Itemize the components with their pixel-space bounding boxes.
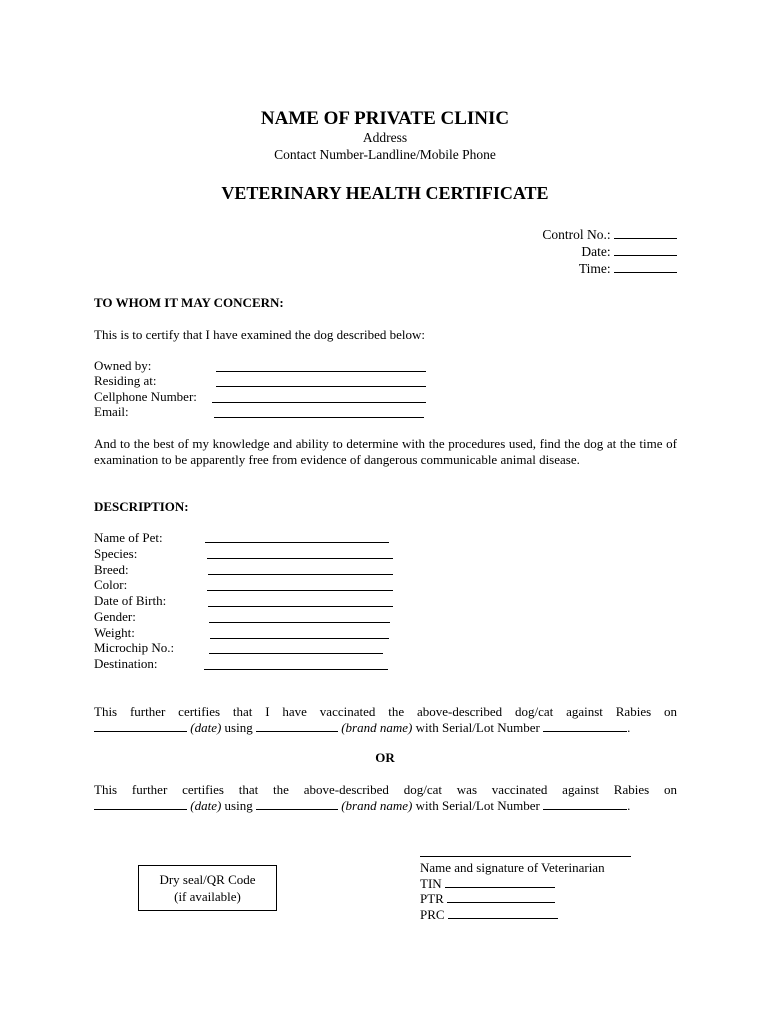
seal-line-1: Dry seal/QR Code [159,872,256,887]
vaccination-statement-1 [94,704,677,736]
name-of-pet-field[interactable] [205,542,389,543]
clinic-name: NAME OF PRIVATE CLINIC [260,108,510,129]
gender-field[interactable] [209,622,390,623]
or-separator: OR [375,750,395,765]
control-no-row [480,227,677,243]
owned-by-label: Owned by: [94,358,152,373]
weight-field[interactable] [210,638,389,639]
brand-hint-2: (brand name) [341,798,413,813]
prc-row [420,907,558,923]
control-no-field[interactable] [614,227,677,239]
time-row [480,261,677,277]
serial-text-2: with Serial/Lot Number [415,798,540,813]
ptr-label: PTR [420,891,444,906]
vaccination-statement-2 [94,782,677,814]
finding-paragraph: And to the best of my knowledge and ability to determine with the procedures used, find the dog at the time of examination to be apparently free from evidence of dangerous communicable animal disease. [94,436,677,467]
date-hint: (date) [190,720,222,735]
statement2-fields: (date) using (brand name) with Serial/Lot Number . [94,798,677,814]
statement2-text: This further certifies that the above-described dog/cat was vaccinated against Rabies on [94,782,677,797]
ptr-field[interactable] [447,892,555,903]
cellphone-field[interactable] [212,402,426,403]
date-of-birth-label: Date of Birth: [94,593,167,608]
salutation: TO WHOM IT MAY CONCERN: [94,295,284,310]
microchip-field[interactable] [209,653,383,654]
breed-label: Breed: [94,562,129,577]
tin-label: TIN [420,876,442,891]
using-text: using [224,720,253,735]
species-label: Species: [94,546,138,561]
destination-label: Destination: [94,656,158,671]
using-text-2: using [224,798,253,813]
vaccination-date-field-2[interactable] [94,799,187,810]
date-row [480,244,677,260]
brand-name-field-2[interactable] [256,799,338,810]
date-of-birth-field[interactable] [208,606,393,607]
time-field[interactable] [614,261,677,273]
breed-field[interactable] [208,574,393,575]
tin-row [420,876,555,892]
tin-field[interactable] [445,877,555,888]
seal-line-2: (if available) [174,889,241,904]
date-hint-2: (date) [190,798,222,813]
gender-label: Gender: [94,609,136,624]
residing-at-label: Residing at: [94,373,157,388]
clinic-address: Address [362,130,408,145]
weight-label: Weight: [94,625,135,640]
ptr-row [420,891,555,907]
control-no-label: Control No.: [542,227,611,242]
clinic-contact: Contact Number-Landline/Mobile Phone [274,147,496,162]
serial-number-field[interactable] [543,721,627,732]
destination-field[interactable] [204,669,388,670]
time-label: Time: [578,261,611,276]
email-label: Email: [94,404,129,419]
serial-text: with Serial/Lot Number [415,720,540,735]
serial-number-field-2[interactable] [543,799,627,810]
color-label: Color: [94,577,128,592]
statement1-text: This further certifies that I have vaccinated the above-described dog/cat against Rabies on [94,704,677,719]
signature-line[interactable] [420,856,631,857]
intro-text: This is to certify that I have examined the dog described below: [94,327,426,342]
microchip-label: Microchip No.: [94,640,175,655]
color-field[interactable] [207,590,393,591]
date-field[interactable] [614,244,677,256]
prc-field[interactable] [448,908,558,919]
cellphone-label: Cellphone Number: [94,389,197,404]
statement1-fields: (date) using (brand name) with Serial/Lot Number . [94,720,677,736]
date-label: Date: [581,244,611,259]
species-field[interactable] [207,558,393,559]
residing-at-field[interactable] [216,386,426,387]
owned-by-field[interactable] [216,371,426,372]
brand-name-field[interactable] [256,721,338,732]
dry-seal-box [138,865,277,911]
description-heading: DESCRIPTION: [94,499,189,514]
name-of-pet-label: Name of Pet: [94,530,163,545]
email-field[interactable] [214,417,424,418]
signature-label: Name and signature of Veterinarian [420,860,605,875]
certificate-title: VETERINARY HEALTH CERTIFICATE [221,183,549,203]
vaccination-date-field[interactable] [94,721,187,732]
brand-hint: (brand name) [341,720,413,735]
prc-label: PRC [420,907,445,922]
